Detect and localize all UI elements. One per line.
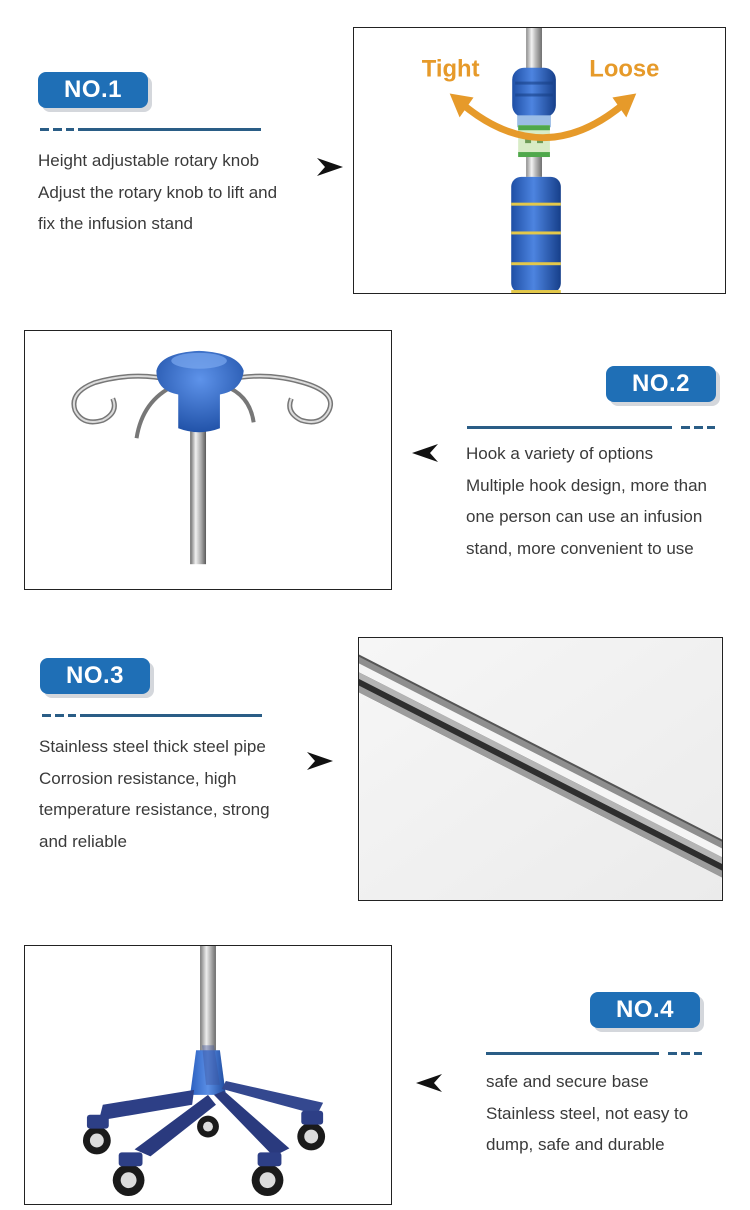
section-4-badge: NO.4 <box>590 992 700 1028</box>
section-4-description <box>486 1066 688 1161</box>
section-3-rule <box>80 714 262 717</box>
section-1-line-3: fix the infusion stand <box>38 214 193 233</box>
section-2-line-3: one person can use an infusion <box>466 507 703 526</box>
section-3-description <box>39 731 270 857</box>
arrow-right-icon <box>307 752 333 770</box>
arrow-right-icon <box>317 158 343 176</box>
section-1-line-2: Adjust the rotary knob to lift and <box>38 182 278 202</box>
section-1-description <box>38 145 277 240</box>
section-2-line-4: stand, more convenient to use <box>466 538 694 558</box>
section-4-line-1: safe and secure base <box>486 1072 649 1091</box>
section-1-dash-rule <box>40 128 74 131</box>
section-4-line-2: Stainless steel, not easy to <box>486 1103 689 1123</box>
loose-label: Loose <box>589 55 660 83</box>
section-2-description <box>466 438 707 564</box>
tight-label: Tight <box>421 55 480 83</box>
section-2-rule <box>467 426 672 429</box>
section-1-badge: NO.1 <box>38 72 148 108</box>
section-3-line-1: Stainless steel thick steel pipe <box>39 737 266 756</box>
hook-photo <box>24 330 392 590</box>
section-3-line-3: temperature resistance, strong <box>39 800 270 819</box>
section-4-line-3: dump, safe and durable <box>486 1135 665 1154</box>
section-3-line-2: Corrosion resistance, high <box>39 768 237 788</box>
section-2-badge: NO.2 <box>606 366 716 402</box>
section-2-dash-rule <box>681 426 715 429</box>
section-3-line-4: and reliable <box>39 831 127 851</box>
section-1-line-1: Height adjustable rotary knob <box>38 151 260 170</box>
arrow-left-icon <box>412 444 438 462</box>
arrow-left-icon <box>416 1074 442 1092</box>
section-2-line-2: Multiple hook design, more than <box>466 475 707 495</box>
section-2-line-1: Hook a variety of options <box>466 444 654 463</box>
rotary-knob-photo <box>353 27 726 294</box>
section-4-dash-rule <box>668 1052 702 1055</box>
section-1-rule <box>78 128 261 131</box>
section-3-dash-rule <box>42 714 76 717</box>
steel-pipe-photo <box>358 637 723 901</box>
section-4-rule <box>486 1052 659 1055</box>
base-photo <box>24 945 392 1205</box>
section-3-badge: NO.3 <box>40 658 150 694</box>
